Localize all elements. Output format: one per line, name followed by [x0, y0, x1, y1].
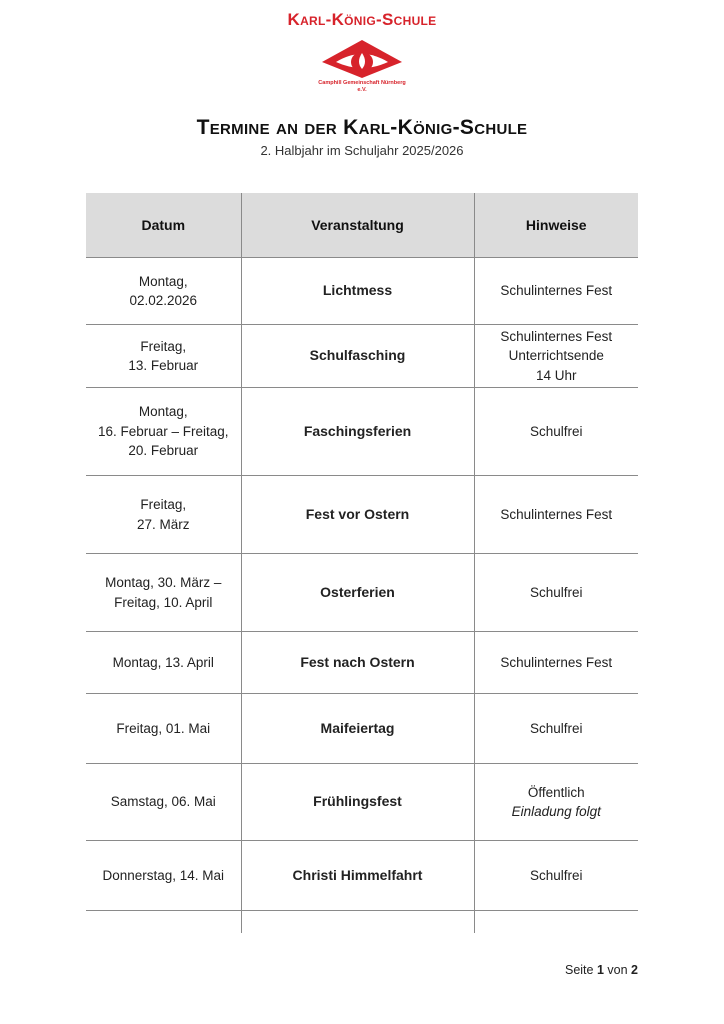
note-line: Schulinternes Fest: [500, 654, 613, 670]
cell-date: [86, 258, 241, 325]
cell-date: [86, 325, 241, 388]
date-line: Montag,: [138, 273, 188, 289]
note-line: Öffentlich: [527, 784, 585, 800]
note-line: Schulfrei: [529, 423, 583, 439]
table-row: [86, 258, 638, 325]
cell-notes: [474, 694, 638, 764]
date-line: Freitag,: [140, 497, 187, 512]
cell-event: Fest vor Ostern: [241, 476, 474, 554]
table-row: [86, 764, 638, 841]
table-body: [86, 258, 638, 933]
date-line: Samstag, 06. Mai: [110, 794, 216, 810]
date-line: 20. Februar: [128, 443, 199, 459]
cell-date: [86, 632, 241, 694]
cell-notes: [474, 841, 638, 911]
table-row: [86, 694, 638, 764]
cell-notes: [474, 632, 638, 694]
date-line: Montag, 30. März –: [105, 575, 222, 590]
note-line: Schulfrei: [529, 720, 583, 736]
date-line: Freitag, 10. April: [114, 594, 213, 610]
document-title: Termine an der Karl-König-Schule: [196, 116, 528, 139]
date-line: Montag, 13. April: [112, 654, 214, 670]
cell-date: [86, 388, 241, 476]
cell-event: Faschingsferien: [241, 388, 474, 476]
cell-event: Schulfasching: [241, 325, 474, 388]
cell-notes: [474, 554, 638, 632]
table-row: [86, 554, 638, 632]
cell-date: [86, 554, 241, 632]
column-header-notes: Hinweise: [474, 193, 638, 258]
date-line: 13. Februar: [128, 358, 199, 373]
date-line: 27. März: [136, 516, 190, 532]
note-line: Schulinternes Fest: [500, 328, 613, 344]
document-subtitle: 2. Halbjahr im Schuljahr 2025/2026: [260, 143, 464, 158]
cell-event: Frühlingsfest: [241, 764, 474, 841]
cell-notes: [474, 764, 638, 841]
table-row: [86, 476, 638, 554]
table-header-row: [86, 193, 638, 258]
cell-date: [86, 476, 241, 554]
cell-date: [86, 694, 241, 764]
cell-event: Christi Himmelfahrt: [241, 841, 474, 911]
note-line: Unterrichtsende: [508, 348, 604, 364]
cell-notes: [474, 388, 638, 476]
table-row: [86, 388, 638, 476]
date-line: 16. Februar – Freitag,: [97, 423, 229, 439]
note-line-italic: Einladung folgt: [511, 804, 601, 819]
date-line: Freitag, 01. Mai: [116, 720, 211, 736]
page-total: 2: [631, 963, 638, 977]
note-line: 14 Uhr: [535, 367, 577, 383]
table-row: [86, 325, 638, 388]
date-line: Freitag,: [140, 338, 187, 354]
cell-date: [86, 841, 241, 911]
cell-notes: [474, 911, 638, 933]
cell-event: Lichtmess: [241, 258, 474, 325]
cell-notes: [474, 325, 638, 388]
cell-date: [86, 764, 241, 841]
note-line: Schulinternes Fest: [500, 506, 613, 522]
page-prefix: Seite: [564, 963, 594, 977]
page-number: [565, 963, 638, 977]
cell-event: Fest nach Ostern: [241, 632, 474, 694]
date-line: Montag,: [138, 404, 188, 420]
cell-date: [86, 911, 241, 933]
date-line: 02.02.2026: [129, 293, 198, 308]
note-line: Schulinternes Fest: [500, 283, 613, 299]
school-logo: [318, 38, 406, 102]
school-name: Karl-König-Schule: [287, 10, 437, 29]
cell-event: Osterferien: [241, 554, 474, 632]
page-current: 1: [596, 963, 604, 977]
table-row: [86, 632, 638, 694]
note-line: Schulfrei: [529, 584, 583, 600]
cell-event: [241, 911, 474, 933]
events-table: [86, 193, 638, 933]
cell-notes: [474, 476, 638, 554]
cell-notes: [474, 258, 638, 325]
table-row: [86, 911, 638, 933]
column-header-event: Veranstaltung: [241, 193, 474, 258]
table-row: [86, 841, 638, 911]
page-separator: von: [607, 963, 628, 977]
logo-text: Camphill Gemeinschaft Nürnberg e.V.: [318, 80, 406, 93]
date-line: Donnerstag, 14. Mai: [102, 867, 225, 883]
cell-event: Maifeiertag: [241, 694, 474, 764]
note-line: Schulfrei: [529, 867, 583, 883]
column-header-date: Datum: [86, 193, 241, 258]
